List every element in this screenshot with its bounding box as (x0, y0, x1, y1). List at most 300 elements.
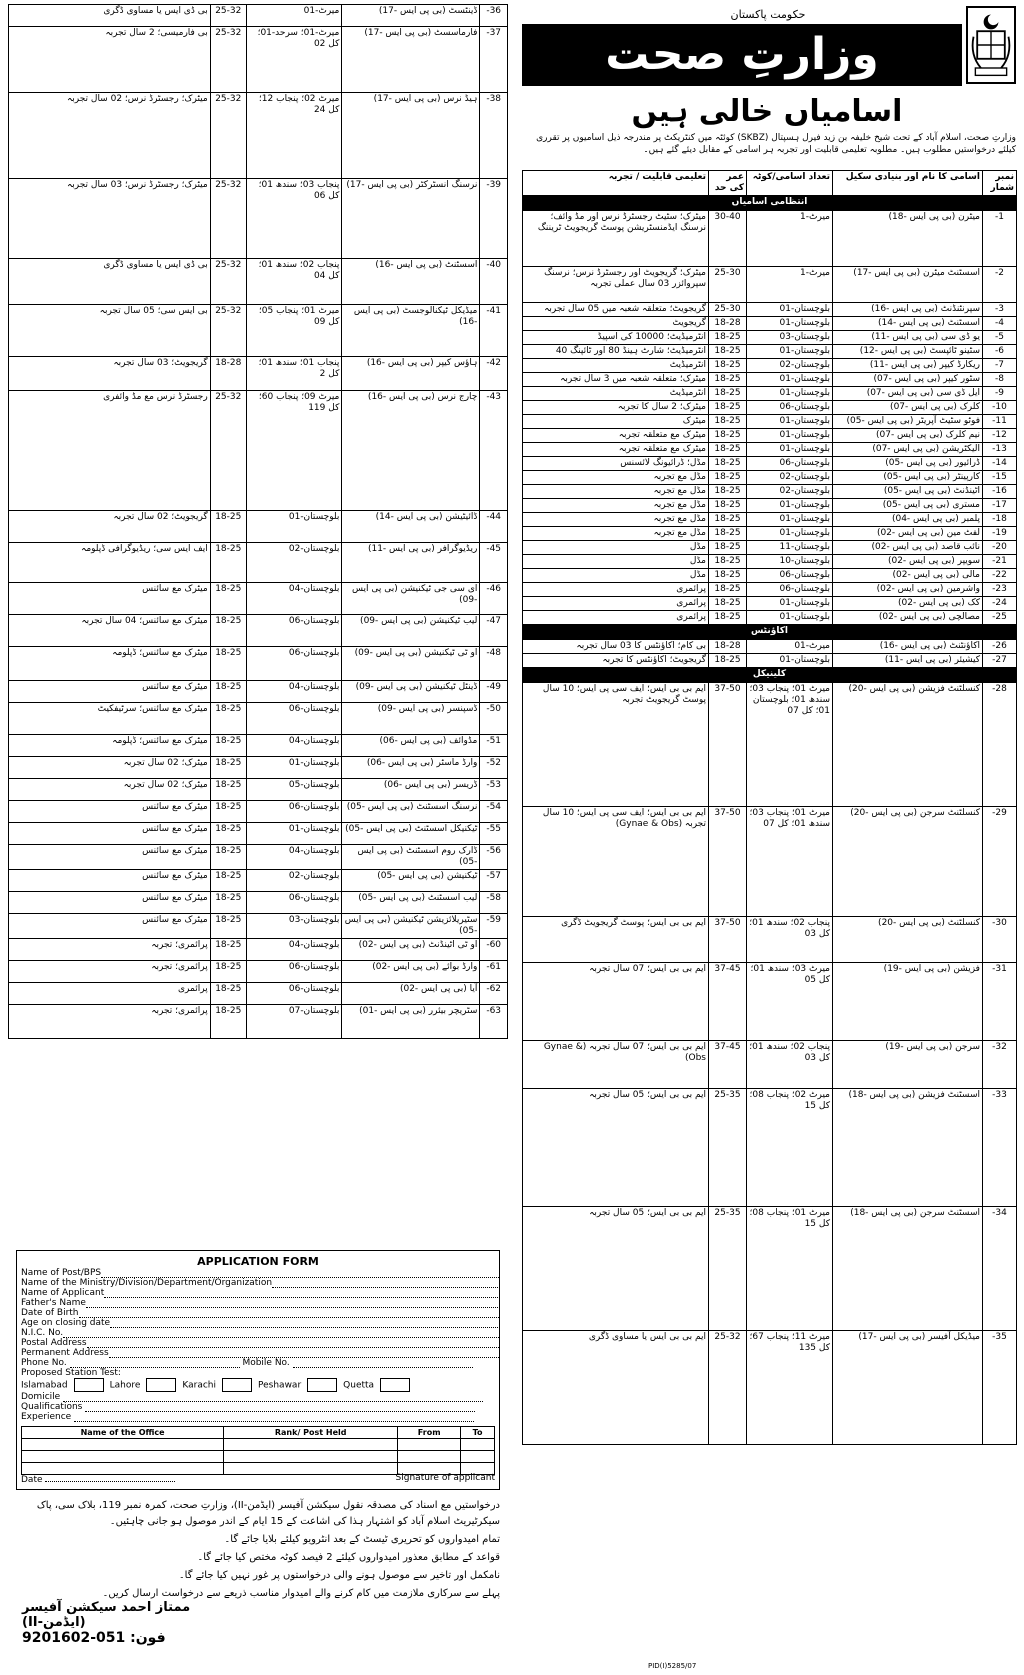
form-field-row (21, 1318, 499, 1328)
serial-cell: -40 (480, 259, 508, 305)
post-cell: ڈائیٹیشن (بی پی ایس -14) (342, 511, 480, 543)
table-row (523, 583, 1017, 597)
serial-cell: -45 (480, 543, 508, 583)
age-cell: 18-25 (709, 485, 747, 499)
qualification-cell: مڈل مع تجربہ (523, 499, 709, 513)
application-form (16, 1250, 500, 1490)
quota-cell: میرٹ 01؛ پنجاب 05؛ کل 09 (246, 305, 342, 357)
age-cell: 18-25 (210, 914, 246, 939)
table-row (523, 317, 1017, 331)
form-field-row (21, 1348, 499, 1358)
post-cell: سپرنٹنڈنٹ (بی پی ایس -16) (833, 303, 983, 317)
table-row (523, 555, 1017, 569)
quota-cell: بلوچستان-03 (747, 331, 833, 345)
age-cell: 37-50 (709, 917, 747, 963)
experience-header: Rank/ Post Held (224, 1427, 398, 1439)
age-cell: 18-25 (709, 583, 747, 597)
quota-cell: بلوچستان-06 (246, 801, 342, 823)
right-vacancy-table (522, 170, 1017, 1445)
post-cell: آیا (بی پی ایس -02) (342, 983, 480, 1005)
age-cell: 37-50 (709, 683, 747, 807)
form-field-input[interactable] (86, 1299, 499, 1308)
form-field-label: N.I.C. No. (21, 1328, 64, 1338)
age-cell: 18-25 (709, 401, 747, 415)
table-row (9, 983, 508, 1005)
qualification-cell: بی فارمیسی؛ 2 سال تجربہ (9, 27, 211, 93)
age-cell: 18-25 (709, 611, 747, 625)
age-cell: 18-25 (709, 513, 747, 527)
age-cell: 18-25 (709, 457, 747, 471)
serial-cell: -35 (983, 1331, 1017, 1445)
post-cell: اسسٹنٹ فزیشن (بی پی ایس -18) (833, 1089, 983, 1207)
qualification-cell: میٹرک مع سائنس؛ 04 سال تجربہ (9, 615, 211, 647)
age-cell: 18-25 (709, 345, 747, 359)
qualification-cell: بی ڈی ایس یا مساوی ڈگری (9, 259, 211, 305)
qualification-cell: میٹرک مع سائنس؛ سرٹیفکیٹ (9, 703, 211, 735)
qualification-cell: میٹرک مع متعلقہ تجربہ (523, 443, 709, 457)
age-cell: 18-25 (210, 823, 246, 845)
right-column (522, 4, 1016, 1671)
post-cell: مصالچی (بی پی ایس -02) (833, 611, 983, 625)
table-row (523, 640, 1017, 654)
station-checkbox[interactable] (74, 1378, 104, 1392)
post-cell: مستری (بی پی ایس -05) (833, 499, 983, 513)
qualification-cell: گریجویٹ؛ متعلقہ شعبہ میں 05 سال تجربہ (523, 303, 709, 317)
govt-banner: حکومت پاکستان (730, 8, 806, 21)
station-checkbox[interactable] (146, 1378, 176, 1392)
quota-cell: بلوچستان-01 (747, 597, 833, 611)
serial-cell: -51 (480, 735, 508, 757)
post-cell: ٹیکنیکل اسسٹنٹ (بی پی ایس -05) (342, 823, 480, 845)
post-cell: وارڈ ماسٹر (بی پی ایس -06) (342, 757, 480, 779)
form-field-label: Postal Address (21, 1338, 87, 1348)
table-row (523, 1041, 1017, 1089)
age-cell: 25-30 (709, 267, 747, 303)
post-cell: مالی (بی پی ایس -02) (833, 569, 983, 583)
post-cell: ڈینٹل ٹیکنیشن (بی پی ایس -09) (342, 681, 480, 703)
quota-cell: میرٹ 03؛ سندھ 01؛ کل 05 (747, 963, 833, 1041)
form-field-row (21, 1308, 499, 1318)
serial-cell: -14 (983, 457, 1017, 471)
qualification-cell: ایم بی بی ایس؛ 05 سال تجربہ (523, 1089, 709, 1207)
age-cell: 18-25 (709, 415, 747, 429)
qualification-cell: میٹرک مع متعلقہ تجربہ (523, 429, 709, 443)
qualification-cell: بی کام؛ اکاؤنٹس کا 03 سال تجربہ (523, 640, 709, 654)
state-emblem-icon (966, 6, 1016, 84)
quota-cell: بلوچستان-04 (246, 681, 342, 703)
qualification-cell: مڈل (523, 555, 709, 569)
age-cell: 18-25 (210, 779, 246, 801)
table-row (523, 443, 1017, 457)
table-row (523, 331, 1017, 345)
qualification-cell: انٹرمیڈیٹ (523, 387, 709, 401)
post-cell: کیشیئر (بی پی ایس -11) (833, 654, 983, 668)
left-column (8, 4, 508, 1646)
quota-cell: بلوچستان-01 (747, 527, 833, 541)
table-row (9, 870, 508, 892)
age-cell: 18-25 (210, 615, 246, 647)
age-cell: 25-32 (210, 179, 246, 259)
mobile-label: Mobile No. (242, 1358, 290, 1368)
form-field-input[interactable] (101, 1269, 499, 1278)
exp-cell[interactable] (22, 1439, 224, 1451)
column-header: عمر کی حد (709, 171, 747, 196)
qualification-cell: میٹرک مع سائنس (9, 583, 211, 615)
qualification-cell: میٹرک مع سائنس (9, 845, 211, 870)
serial-cell: -22 (983, 569, 1017, 583)
age-cell: 18-25 (709, 527, 747, 541)
date-field[interactable] (45, 1473, 175, 1482)
post-cell: لفٹ مین (بی پی ایس -02) (833, 527, 983, 541)
table-row (523, 359, 1017, 373)
post-cell: فارماسسٹ (بی پی ایس -17) (342, 27, 480, 93)
form-field-label: Permanent Address (21, 1348, 109, 1358)
experience-header: To (461, 1427, 495, 1439)
quota-cell: بلوچستان-01 (747, 513, 833, 527)
qualification-cell: میٹرک مع سائنس (9, 823, 211, 845)
qualification-cell: ایم بی بی ایس؛ ایف سی پی ایس؛ 10 سال پوسٹ گریجویٹ تجربہ (523, 683, 709, 807)
station-checkbox[interactable] (380, 1378, 410, 1392)
station-label: Karachi (182, 1380, 217, 1391)
quota-cell: بلوچستان-02 (246, 543, 342, 583)
serial-cell: -31 (983, 963, 1017, 1041)
table-row (523, 457, 1017, 471)
quota-cell: میرٹ 01؛ پنجاب 08؛ کل 15 (747, 1207, 833, 1331)
phone-field[interactable] (70, 1359, 240, 1368)
qualifications-field[interactable] (85, 1403, 475, 1412)
post-cell: سٹریچر بیئرر (بی پی ایس -01) (342, 1005, 480, 1039)
station-label: Peshawar (258, 1380, 302, 1391)
qualification-cell: میٹرک مع سائنس (9, 681, 211, 703)
form-field-label: Father's Name (21, 1298, 86, 1308)
post-cell: ای سی جی ٹیکنیشن (بی پی ایس -09) (342, 583, 480, 615)
post-cell: لیب اسسٹنٹ (بی پی ایس -05) (342, 892, 480, 914)
form-field-label: Name of Post/BPS (21, 1268, 102, 1278)
quota-cell: بلوچستان-03 (246, 914, 342, 939)
serial-cell: -32 (983, 1041, 1017, 1089)
exp-cell[interactable] (224, 1451, 398, 1463)
qualification-cell: میٹرک؛ 02 سال تجربہ (9, 757, 211, 779)
age-cell: 25-32 (210, 5, 246, 27)
experience-header: Name of the Office (22, 1427, 224, 1439)
station-checkbox[interactable] (307, 1378, 337, 1392)
table-row (9, 647, 508, 681)
qualification-cell: میٹرک مع سائنس؛ ڈپلومہ (9, 647, 211, 681)
quota-cell: بلوچستان-01 (747, 499, 833, 513)
serial-cell: -39 (480, 179, 508, 259)
qualification-cell: مڈل مع تجربہ (523, 485, 709, 499)
experience-field[interactable] (74, 1413, 474, 1422)
serial-cell: -15 (983, 471, 1017, 485)
age-cell: 18-25 (210, 511, 246, 543)
form-title: APPLICATION FORM (197, 1255, 319, 1268)
serial-cell: -36 (480, 5, 508, 27)
serial-cell: -37 (480, 27, 508, 93)
signatory-phone: فون: 051-9201602 (22, 1630, 166, 1646)
serial-cell: -24 (983, 597, 1017, 611)
serial-cell: -41 (480, 305, 508, 357)
post-cell: میڈیکل ٹیکنالوجسٹ (بی پی ایس -16) (342, 305, 480, 357)
post-cell: ڈرائیور (بی پی ایس -05) (833, 457, 983, 471)
age-cell: 18-25 (210, 703, 246, 735)
post-cell: اسسٹنٹ (بی پی ایس -14) (833, 317, 983, 331)
post-cell: کلرک (بی پی ایس -07) (833, 401, 983, 415)
qualification-cell: گریجویٹ (523, 317, 709, 331)
form-field-input[interactable] (87, 1339, 499, 1348)
table-row (523, 1089, 1017, 1207)
serial-cell: -50 (480, 703, 508, 735)
serial-cell: -57 (480, 870, 508, 892)
table-row (9, 939, 508, 961)
column-header: تعلیمی قابلیت / تجربہ (523, 171, 709, 196)
serial-cell: -44 (480, 511, 508, 543)
station-label: Quetta (343, 1380, 375, 1391)
quota-cell: بلوچستان-01 (747, 387, 833, 401)
quota-cell: بلوچستان-06 (246, 615, 342, 647)
serial-cell: -48 (480, 647, 508, 681)
quota-cell: پنجاب 01؛ سندھ 01؛ کل 2 (246, 357, 342, 391)
quota-cell: بلوچستان-06 (747, 583, 833, 597)
qualification-cell: ایم بی بی ایس؛ 07 سال تجربہ (523, 963, 709, 1041)
table-row (523, 345, 1017, 359)
exp-cell[interactable] (22, 1451, 224, 1463)
exp-cell[interactable] (398, 1439, 461, 1451)
post-cell: کارپینٹر (بی پی ایس -05) (833, 471, 983, 485)
station-label: Lahore (109, 1380, 141, 1391)
serial-cell: -10 (983, 401, 1017, 415)
post-cell: ایل ڈی سی (بی پی ایس -07) (833, 387, 983, 401)
qualification-cell: میٹرک مع سائنس (9, 892, 211, 914)
proposed-row (21, 1368, 499, 1378)
serial-cell: -20 (983, 541, 1017, 555)
qualification-cell: ایف ایس سی؛ ریڈیوگرافی ڈپلومہ (9, 543, 211, 583)
post-cell: کنسلٹنٹ سرجن (بی پی ایس -20) (833, 807, 983, 917)
age-cell: 18-25 (709, 597, 747, 611)
post-cell: سٹور کیپر (بی پی ایس -07) (833, 373, 983, 387)
section-heading: انتظامی اسامیاں (523, 196, 1017, 211)
serial-cell: -33 (983, 1089, 1017, 1207)
qualification-cell: مڈل مع تجربہ (523, 513, 709, 527)
post-cell: ڈریسر (بی پی ایس -06) (342, 779, 480, 801)
form-field-input[interactable] (63, 1329, 499, 1338)
age-cell: 37-45 (709, 963, 747, 1041)
post-cell: واشرمین (بی پی ایس -02) (833, 583, 983, 597)
table-row (9, 961, 508, 983)
instruction-item: درخواستیں مع اسناد کی مصدقہ نقول سیکشن آفیسر (ایڈمن-II)، وزارتِ صحت، کمرہ نمبر 119، بلاک سی، پاک سیکرٹیریٹ اسلام آباد کو اشتہار ہذا کی اشاعت کے 15 ایام کے اندر موصول ہو جانی چاہئیں۔ (36, 1500, 500, 1527)
exp-cell[interactable] (461, 1451, 495, 1463)
mobile-field[interactable] (293, 1359, 473, 1368)
post-cell: میڈیکل آفیسر (بی پی ایس -17) (833, 1331, 983, 1445)
qualification-cell: میٹرک (523, 415, 709, 429)
column-header: نمبر شمار (983, 171, 1017, 196)
age-cell: 18-25 (709, 429, 747, 443)
post-cell: ڈسپنسر (بی پی ایس -09) (342, 703, 480, 735)
form-field-row (21, 1268, 499, 1278)
quota-cell: بلوچستان-01 (747, 415, 833, 429)
quota-cell: میرٹ 02؛ پنجاب 12؛ کل 24 (246, 93, 342, 179)
age-cell: 18-25 (709, 359, 747, 373)
qualification-cell: پرائمری؛ تجربہ (9, 1005, 211, 1039)
serial-cell: -5 (983, 331, 1017, 345)
quota-cell: بلوچستان-02 (246, 870, 342, 892)
post-cell: اکاؤنٹنٹ (بی پی ایس -16) (833, 640, 983, 654)
quota-cell: پنجاب 02؛ سندھ 01؛ کل 03 (747, 1041, 833, 1089)
post-cell: سرجن (بی پی ایس -19) (833, 1041, 983, 1089)
age-cell: 18-28 (709, 317, 747, 331)
qualification-cell: گریجویٹ؛ 03 سال تجربہ (9, 357, 211, 391)
table-row (523, 917, 1017, 963)
age-cell: 18-25 (210, 892, 246, 914)
form-field-row (21, 1278, 499, 1288)
serial-cell: -4 (983, 317, 1017, 331)
post-cell: ٹیکنیشن (بی پی ایس -05) (342, 870, 480, 892)
quota-cell: بلوچستان-01 (747, 654, 833, 668)
quota-cell: بلوچستان-01 (747, 443, 833, 457)
post-cell: میٹرن (بی پی ایس -18) (833, 211, 983, 267)
age-cell: 18-25 (709, 331, 747, 345)
exp-cell[interactable] (224, 1439, 398, 1451)
station-options (21, 1378, 499, 1392)
age-cell: 18-25 (210, 939, 246, 961)
age-cell: 18-25 (210, 870, 246, 892)
serial-cell: -59 (480, 914, 508, 939)
table-row (523, 569, 1017, 583)
age-cell: 18-25 (210, 647, 246, 681)
quota-cell: بلوچستان-06 (246, 983, 342, 1005)
table-row (9, 615, 508, 647)
table-row (523, 611, 1017, 625)
table-row (523, 654, 1017, 668)
form-field-input[interactable] (272, 1279, 499, 1288)
post-cell: اسسٹنٹ میٹرن (بی پی ایس -17) (833, 267, 983, 303)
age-cell: 18-25 (709, 499, 747, 513)
table-row (9, 27, 508, 93)
age-cell: 18-25 (210, 735, 246, 757)
qualification-cell: میٹرک؛ رجسٹرڈ نرس؛ 03 سال تجربہ (9, 179, 211, 259)
serial-cell: -63 (480, 1005, 508, 1039)
table-row (9, 259, 508, 305)
domicile-label: Domicile (21, 1392, 61, 1402)
signatory-name: ممتاز احمد سیکشن آفیسر (ایڈمن-II) (22, 1600, 191, 1630)
quota-cell: پنجاب 02؛ سندھ 01؛ کل 03 (747, 917, 833, 963)
post-cell: ڈارک روم اسسٹنٹ (بی پی ایس -05) (342, 845, 480, 870)
form-field-label: Name of Applicant (21, 1288, 105, 1298)
form-field-input[interactable] (109, 1349, 499, 1358)
age-cell: 18-28 (210, 357, 246, 391)
quota-cell: میرٹ 09؛ پنجاب 60؛ کل 119 (246, 391, 342, 511)
station-checkbox[interactable] (222, 1378, 252, 1392)
qualification-cell: پرائمری؛ تجربہ (9, 939, 211, 961)
age-cell: 18-25 (210, 681, 246, 703)
table-row (523, 401, 1017, 415)
form-field-input[interactable] (110, 1319, 499, 1328)
age-cell: 18-25 (709, 373, 747, 387)
date-label: Date (21, 1475, 43, 1485)
quota-cell: میرٹ 01؛ پنجاب 03؛ سندھ 01؛ کل 07 (747, 807, 833, 917)
qualification-cell: میٹرک مع سائنس (9, 914, 211, 939)
pid-number: PID(I)5285/07 (648, 1662, 697, 1670)
qualification-cell: انٹرمیڈیٹ؛ شارٹ ہینڈ 80 اور ٹائپنگ 40 (523, 345, 709, 359)
quota-cell: بلوچستان-04 (246, 735, 342, 757)
header (522, 4, 1016, 172)
post-cell: اسسٹنٹ (بی پی ایس -16) (342, 259, 480, 305)
table-row (523, 541, 1017, 555)
post-cell: مڈوائف (بی پی ایس -06) (342, 735, 480, 757)
qualification-cell: پرائمری (523, 583, 709, 597)
quota-cell: بلوچستان-06 (246, 961, 342, 983)
table-row (523, 1207, 1017, 1331)
form-field-input[interactable] (79, 1309, 499, 1318)
serial-cell: -17 (983, 499, 1017, 513)
table-row (9, 845, 508, 870)
table-row (9, 823, 508, 845)
quota-cell: بلوچستان-06 (246, 647, 342, 681)
quota-cell: بلوچستان-04 (246, 845, 342, 870)
table-row (523, 429, 1017, 443)
form-field-row (21, 1288, 499, 1298)
qualification-cell: رجسٹرڈ نرس مع مڈ وائفری (9, 391, 211, 511)
quota-cell: بلوچستان-01 (246, 757, 342, 779)
age-cell: 18-25 (210, 801, 246, 823)
age-cell: 25-32 (210, 93, 246, 179)
table-row (9, 391, 508, 511)
quota-cell: پنجاب 02؛ سندھ 01؛ کل 04 (246, 259, 342, 305)
qualification-cell: انٹرمیڈیٹ؛ 10000 کی اسپیڈ (523, 331, 709, 345)
qualification-cell: ایم بی بی ایس؛ 07 سال تجربہ (Gynae & Obs) (523, 1041, 709, 1089)
post-cell: وارڈ بوائے (بی پی ایس -02) (342, 961, 480, 983)
post-cell: یو ڈی سی (بی پی ایس -11) (833, 331, 983, 345)
table-row (9, 703, 508, 735)
qualification-cell: میٹرک؛ گریجویٹ اور رجسٹرڈ نرس؛ نرسنگ سپروائزر 03 سال عملی تجربہ (523, 267, 709, 303)
age-cell: 25-32 (210, 259, 246, 305)
form-field-input[interactable] (104, 1289, 499, 1298)
qualification-cell: ایم بی بی ایس؛ ایف سی پی ایس؛ 10 سال تجربہ (Gynae & Obs) (523, 807, 709, 917)
exp-cell[interactable] (398, 1451, 461, 1463)
domicile-field[interactable] (63, 1393, 483, 1402)
quota-cell: میرٹ-01 (747, 640, 833, 654)
exp-cell[interactable] (461, 1439, 495, 1451)
instruction-item: نامکمل اور تاخیر سے موصول ہونے والی درخواستوں پر غور نہیں کیا جائے گا۔ (178, 1570, 500, 1581)
quota-cell: میرٹ-1 (747, 211, 833, 267)
age-cell: 18-25 (210, 543, 246, 583)
serial-cell: -9 (983, 387, 1017, 401)
quota-cell: بلوچستان-06 (747, 401, 833, 415)
table-row (523, 471, 1017, 485)
quota-cell: بلوچستان-01 (747, 611, 833, 625)
age-cell: 18-25 (709, 569, 747, 583)
post-cell: نرسنگ اسسٹنٹ (بی پی ایس -05) (342, 801, 480, 823)
serial-cell: -23 (983, 583, 1017, 597)
table-row (523, 415, 1017, 429)
age-cell: 18-25 (709, 555, 747, 569)
age-cell: 25-32 (210, 391, 246, 511)
signature-row (21, 1473, 495, 1485)
signatory (22, 1600, 222, 1646)
section-heading: اکاؤنٹس (523, 625, 1017, 640)
form-field-row (21, 1298, 499, 1308)
table-row (523, 683, 1017, 807)
form-field-label: Name of the Ministry/Division/Department/Organization (21, 1278, 273, 1288)
table-row (9, 735, 508, 757)
intro-text: وزارتِ صحت، اسلام آباد کے تحت شیخ خلیفہ بن زید فیرل ہسپتال (SKBZ) کوئٹہ میں کنٹریکٹ پر مندرجہ ذیل اسامیوں پر تقرری کیلئے درخواستیں مطلوب ہیں۔ مطلوبہ تعلیمی قابلیت اور تجربہ ہر اسامی کے مقابل دیئے گئے ہیں۔ (536, 133, 1016, 155)
serial-cell: -7 (983, 359, 1017, 373)
table-row (523, 1331, 1017, 1445)
serial-cell: -61 (480, 961, 508, 983)
advertisement-page (8, 4, 1016, 1671)
qualifications-label: Qualifications (21, 1402, 83, 1412)
age-cell: 18-25 (709, 654, 747, 668)
qualification-cell: مڈل (523, 541, 709, 555)
